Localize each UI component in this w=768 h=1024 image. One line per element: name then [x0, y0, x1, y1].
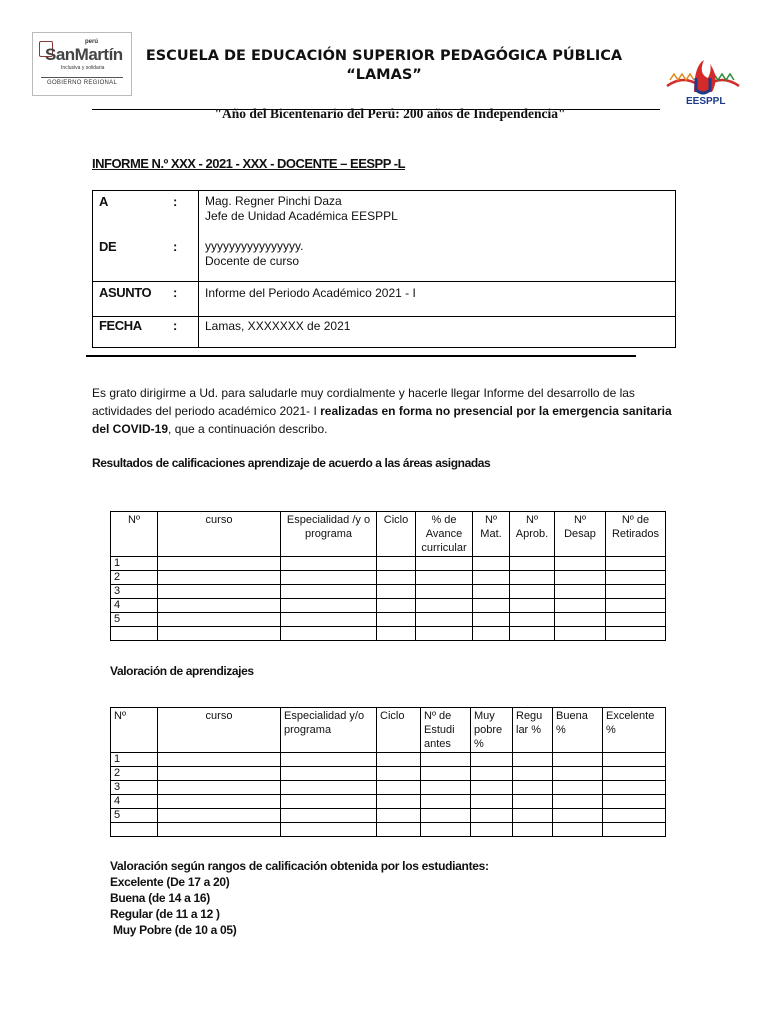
table-cell — [281, 767, 377, 781]
table-cell — [553, 767, 603, 781]
table-cell — [513, 823, 553, 837]
table-cell — [510, 585, 555, 599]
table-header-cell: Muy pobre % — [471, 708, 513, 753]
table-cell — [421, 809, 471, 823]
table-cell — [377, 767, 421, 781]
table-cell — [377, 627, 416, 641]
grading-scale-item: Buena (de 14 a 16) — [110, 891, 210, 905]
table-cell — [555, 599, 606, 613]
table-row — [111, 781, 666, 795]
sanmartin-logo — [32, 32, 132, 96]
intro-paragraph — [92, 384, 688, 438]
grading-scale-item: Excelente (De 17 a 20) — [110, 875, 230, 889]
table-cell — [606, 585, 666, 599]
table-cell — [471, 809, 513, 823]
memo-from-label: DE — [99, 239, 117, 254]
memo-to-value — [205, 194, 398, 224]
table-header-cell: Ciclo — [377, 708, 421, 753]
table-cell — [510, 557, 555, 571]
school-name-line1: ESCUELA DE EDUCACIÓN SUPERIOR PEDAGÓGICA PÚBLICA — [145, 48, 623, 64]
table-cell — [510, 599, 555, 613]
table-cell — [603, 753, 666, 767]
table-header-cell: Buena % — [553, 708, 603, 753]
table-cell — [513, 781, 553, 795]
table-cell — [606, 627, 666, 641]
table-cell — [603, 781, 666, 795]
year-motto: "Año del Bicentenario del Perú: 200 años de Independencia" — [214, 106, 566, 121]
intro-text-end: , que a continuación describo. — [168, 422, 328, 436]
table-cell — [510, 613, 555, 627]
table-cell — [513, 767, 553, 781]
table-cell — [158, 781, 281, 795]
row-number-cell: 4 — [111, 599, 158, 613]
logo-tagline: Inclusiva y solidaria — [61, 65, 105, 71]
table-cell — [377, 557, 416, 571]
logo-gov-text: GOBIERNO REGIONAL — [47, 80, 118, 86]
table-cell — [377, 781, 421, 795]
table-cell — [553, 809, 603, 823]
table-cell — [416, 627, 473, 641]
table-header-row — [111, 512, 666, 557]
table-cell — [473, 599, 510, 613]
memo-subject-label: ASUNTO — [99, 285, 152, 300]
logo-brand-text: SanMartín — [45, 45, 123, 64]
table-cell — [473, 571, 510, 585]
table-cell — [473, 557, 510, 571]
school-name — [132, 47, 636, 85]
table-cell — [158, 557, 281, 571]
row-number-cell: 5 — [111, 613, 158, 627]
table-row — [111, 585, 666, 599]
table-header-cell: Nº — [111, 512, 158, 557]
table-cell — [471, 767, 513, 781]
table-cell — [606, 557, 666, 571]
row-number-cell: 3 — [111, 585, 158, 599]
grading-scale-title: Valoración según rangos de calificación obtenida por los estudiantes: — [110, 859, 489, 873]
table-cell — [377, 809, 421, 823]
table-cell — [513, 809, 553, 823]
memo-column-divider — [198, 191, 199, 347]
row-number-cell — [111, 627, 158, 641]
table-row — [111, 571, 666, 585]
table-cell — [158, 795, 281, 809]
row-number-cell: 4 — [111, 795, 158, 809]
table-cell — [603, 767, 666, 781]
table-row — [111, 627, 666, 641]
table-header-cell: Excelente % — [603, 708, 666, 753]
table-cell — [553, 795, 603, 809]
table-header-cell: Regu lar % — [513, 708, 553, 753]
logo-peru-text: perú — [85, 39, 99, 45]
table-cell — [281, 613, 377, 627]
report-number: INFORME N.º XXX - 2021 - XXX - DOCENTE – EESPP -L — [92, 156, 406, 171]
memo-to-name: Mag. Regner Pinchi Daza — [205, 194, 342, 208]
table-header-cell: Nº — [111, 708, 158, 753]
memo-from-role: Docente de curso — [205, 254, 300, 268]
table-cell — [281, 599, 377, 613]
table-cell — [555, 613, 606, 627]
table-cell — [513, 795, 553, 809]
table-cell — [158, 823, 281, 837]
table-cell — [471, 795, 513, 809]
table-row — [111, 767, 666, 781]
table-row — [111, 613, 666, 627]
row-number-cell: 2 — [111, 571, 158, 585]
table-cell — [377, 823, 421, 837]
table-header-row — [111, 708, 666, 753]
table-header-cell: % de Avance curricular — [416, 512, 473, 557]
grading-scale — [110, 858, 489, 938]
row-number-cell: 3 — [111, 781, 158, 795]
table-cell — [553, 781, 603, 795]
table-cell — [416, 557, 473, 571]
table-cell — [281, 557, 377, 571]
table-header-cell: Nº de Retirados — [606, 512, 666, 557]
row-number-cell: 5 — [111, 809, 158, 823]
table-cell — [555, 557, 606, 571]
table-row — [111, 823, 666, 837]
memo-colon: : — [173, 318, 178, 333]
memo-row-divider — [93, 316, 675, 317]
table-cell — [377, 585, 416, 599]
section2-title: Valoración de aprendizajes — [110, 664, 254, 678]
table-cell — [377, 571, 416, 585]
table-cell — [281, 627, 377, 641]
memo-bottom-rule — [86, 355, 636, 357]
memo-row-divider — [93, 281, 675, 282]
table-header-cell: Nº Mat. — [473, 512, 510, 557]
memo-colon: : — [173, 285, 178, 300]
memo-date-value: Lamas, XXXXXXX de 2021 — [205, 319, 351, 333]
table-cell — [471, 753, 513, 767]
table-cell — [416, 599, 473, 613]
memo-from-value — [205, 239, 303, 269]
table-header-cell: Especialidad y/o programa — [281, 708, 377, 753]
row-number-cell: 2 — [111, 767, 158, 781]
table-cell — [603, 809, 666, 823]
table-cell — [603, 823, 666, 837]
memo-subject-value: Informe del Periodo Académico 2021 - I — [205, 286, 416, 300]
table-row — [111, 557, 666, 571]
memo-to-role: Jefe de Unidad Académica EESPPL — [205, 209, 398, 223]
intro-text: Es grato dirigirme a Ud. para saludarle muy cordialmente y hacerle llegar Informe del desarrollo de las actividades del periodo académico 2021- I — [92, 386, 635, 418]
table-cell — [377, 753, 421, 767]
table-cell — [421, 823, 471, 837]
school-name-line2: “LAMAS” — [346, 67, 422, 83]
table-cell — [606, 599, 666, 613]
table-cell — [158, 767, 281, 781]
table-cell — [281, 809, 377, 823]
table-cell — [555, 627, 606, 641]
table-cell — [421, 795, 471, 809]
table-header-cell: Nº Aprob. — [510, 512, 555, 557]
table-cell — [281, 795, 377, 809]
row-number-cell — [111, 823, 158, 837]
grades-table — [110, 511, 666, 641]
table-header-cell: Especialidad /y o programa — [281, 512, 377, 557]
table-header-cell: Nº Desap — [555, 512, 606, 557]
table-cell — [553, 823, 603, 837]
logo-divider — [41, 77, 123, 78]
table-cell — [510, 571, 555, 585]
table-row — [111, 753, 666, 767]
table-cell — [606, 571, 666, 585]
table-row — [111, 599, 666, 613]
table-cell — [281, 823, 377, 837]
table-cell — [606, 613, 666, 627]
table-cell — [158, 613, 281, 627]
table-cell — [377, 599, 416, 613]
table-cell — [281, 571, 377, 585]
table-cell — [510, 627, 555, 641]
table-header-cell: curso — [158, 512, 281, 557]
grading-scale-item: Regular (de 11 a 12 ) — [110, 907, 220, 921]
table-header-cell: Ciclo — [377, 512, 416, 557]
table-cell — [421, 781, 471, 795]
intro-bold-text: realizadas en forma no presencial por la emergencia sanitaria del COVID-19 — [92, 404, 672, 436]
table-cell — [158, 627, 281, 641]
row-number-cell: 1 — [111, 753, 158, 767]
table-cell — [603, 795, 666, 809]
memo-header-box — [92, 190, 676, 348]
table-row — [111, 795, 666, 809]
table-cell — [471, 781, 513, 795]
table-cell — [513, 753, 553, 767]
table-cell — [421, 753, 471, 767]
section1-title: Resultados de calificaciones aprendizaje de acuerdo a las áreas asignadas — [92, 456, 491, 470]
table-cell — [471, 823, 513, 837]
table-cell — [158, 599, 281, 613]
table-cell — [281, 781, 377, 795]
table-cell — [377, 795, 421, 809]
table-cell — [416, 571, 473, 585]
table-cell — [555, 571, 606, 585]
table-cell — [158, 571, 281, 585]
table-cell — [416, 585, 473, 599]
table-cell — [377, 613, 416, 627]
eesppl-logo-label: EESPPL — [686, 96, 726, 107]
memo-colon: : — [173, 194, 178, 209]
table-header-cell: curso — [158, 708, 281, 753]
memo-colon: : — [173, 239, 178, 254]
table-cell — [473, 613, 510, 627]
table-cell — [473, 627, 510, 641]
table-header-cell: Nº de Estudi antes — [421, 708, 471, 753]
table-cell — [473, 585, 510, 599]
table-cell — [281, 585, 377, 599]
table-cell — [158, 585, 281, 599]
memo-from-name: yyyyyyyyyyyyyyyy. — [205, 239, 304, 253]
table-cell — [158, 809, 281, 823]
table-cell — [421, 767, 471, 781]
table-cell — [281, 753, 377, 767]
memo-to-label: A — [99, 194, 108, 209]
memo-date-label: FECHA — [99, 318, 142, 333]
table-cell — [555, 585, 606, 599]
grading-scale-item: Muy Pobre (de 10 a 05) — [110, 923, 237, 937]
table-row — [111, 809, 666, 823]
table-cell — [416, 613, 473, 627]
row-number-cell: 1 — [111, 557, 158, 571]
assessment-table — [110, 707, 666, 837]
table-cell — [158, 753, 281, 767]
table-cell — [553, 753, 603, 767]
